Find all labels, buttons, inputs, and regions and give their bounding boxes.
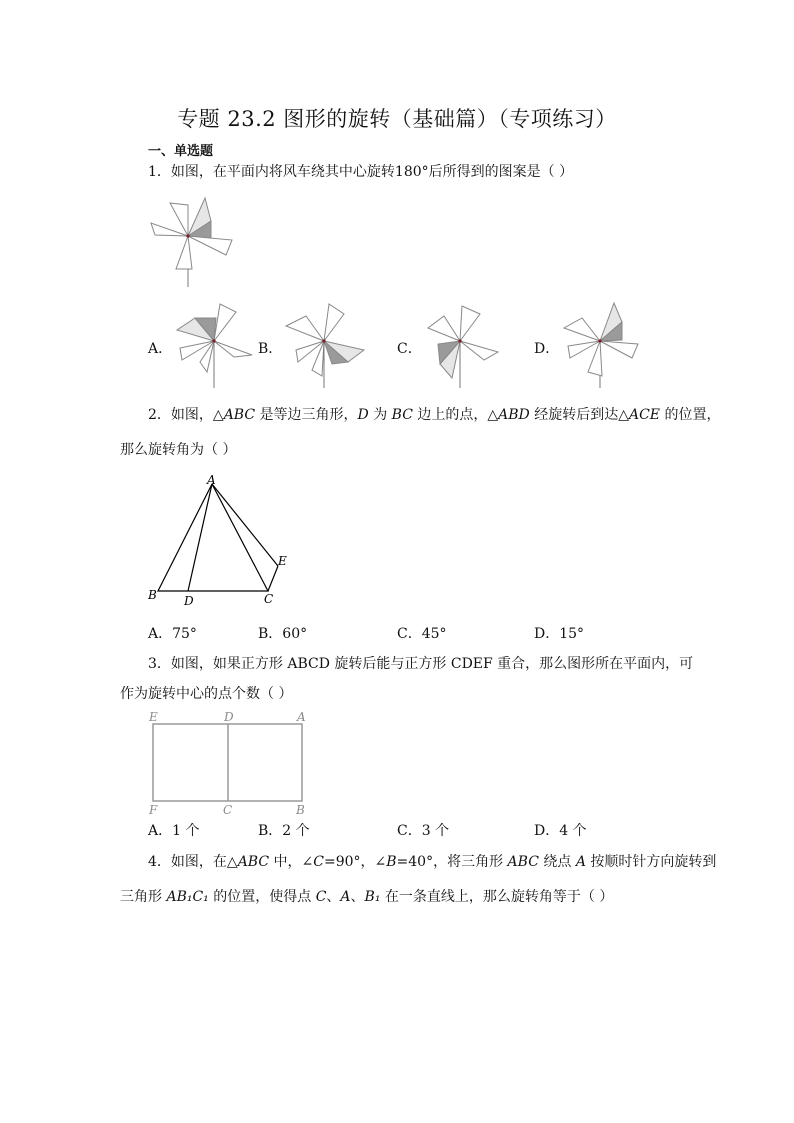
q4-text-seg: 4．如图，在△ <box>148 854 238 870</box>
label-a: A <box>297 710 306 724</box>
question-2-line-2: 那么旋转角为（ ） <box>120 442 237 458</box>
question-2-option-b[interactable]: B．60° <box>258 626 308 642</box>
question-3-line-2: 作为旋转中心的点个数（ ） <box>120 686 293 702</box>
question-2-line-1 <box>148 405 720 425</box>
q2-text-seg: 2．如图，△ <box>148 407 224 423</box>
question-2-triangle-figure <box>145 474 295 609</box>
option-b-pinwheel-figure[interactable] <box>284 300 368 390</box>
q2-math-abc: ABC <box>223 407 256 423</box>
q4-text-seg: 的位置，使得点 <box>208 889 316 905</box>
option-a-pinwheel-figure[interactable] <box>172 300 256 390</box>
label-f: F <box>149 803 158 817</box>
q4-text-seg: 按顺时针方向旋转到 <box>585 854 717 870</box>
q2-math-abd: ABD <box>498 407 530 423</box>
label-b: B <box>148 588 157 602</box>
question-3-option-b[interactable]: B．2 个 <box>258 823 310 839</box>
q2-text-seg: 边上的点，△ <box>412 407 499 423</box>
label-a: A <box>207 473 216 487</box>
label-e: E <box>149 710 158 724</box>
question-3-option-c[interactable]: C．3 个 <box>397 823 450 839</box>
question-2-option-c[interactable]: C．45° <box>397 626 447 642</box>
q4-text-seg: 绕点 <box>538 854 576 870</box>
label-c: C <box>264 592 274 606</box>
q4-text-seg: 中，∠ <box>269 854 314 870</box>
question-1-option-c[interactable]: C． <box>397 341 422 357</box>
question-2-option-a[interactable]: A．75° <box>148 626 197 642</box>
question-1-number: 1． <box>148 164 171 180</box>
section-heading: 一、单选题 <box>148 144 214 159</box>
question-1-option-d[interactable]: D． <box>534 341 560 357</box>
q4-math-abc: ABC <box>237 854 270 870</box>
q2-math-ace: ACE <box>628 407 661 423</box>
q4-text-seg: =40°，将三角形 <box>396 854 508 870</box>
question-1-option-b[interactable]: B． <box>258 341 283 357</box>
question-1-text <box>148 162 573 182</box>
q2-text-seg: 的位置， <box>660 407 721 423</box>
q4-math-b: B <box>386 854 397 870</box>
q2-math-bc: BC <box>391 407 413 423</box>
q2-math-d: D <box>357 407 369 423</box>
option-c-pinwheel-figure[interactable] <box>422 300 506 390</box>
label-e: E <box>278 554 287 568</box>
q4-math-c: C <box>315 889 327 905</box>
q4-text-seg: =90°，∠ <box>323 854 387 870</box>
q4-math-a: A <box>575 854 586 870</box>
question-2-option-d[interactable]: D．15° <box>534 626 585 642</box>
question-1-figure <box>148 195 238 290</box>
q4-math-a: A <box>340 889 351 905</box>
question-1-option-a[interactable]: A． <box>148 341 173 357</box>
q4-text-seg: 、 <box>326 889 341 905</box>
label-b: B <box>296 803 305 817</box>
q4-math-abc: ABC <box>507 854 539 870</box>
q2-text-seg: 是等边三角形， <box>255 407 358 423</box>
question-4-line-1 <box>148 852 716 872</box>
question-3-option-d[interactable]: D．4 个 <box>534 823 587 839</box>
question-1-body: 如图，在平面内将风车绕其中心旋转180°后所得到的图案是（ ） <box>170 164 574 180</box>
option-d-pinwheel-figure[interactable] <box>560 300 644 390</box>
page-title: 专题 23.2 图形的旋转（基础篇）（专项练习） <box>177 107 617 131</box>
q4-math-ab1c1: AB₁C₁ <box>166 889 209 905</box>
question-3-line-1: 3．如图，如果正方形 ABCD 旋转后能与正方形 CDEF 重合，那么图形所在平面内，可 <box>148 656 694 672</box>
q4-text-seg: 、 <box>350 889 365 905</box>
label-d: D <box>224 710 234 724</box>
q4-math-c: C <box>313 854 324 870</box>
q4-text-seg: 在一条直线上，那么旋转角等于（ ） <box>380 889 614 905</box>
label-d: D <box>184 594 194 608</box>
question-3-option-a[interactable]: A．1 个 <box>148 823 200 839</box>
question-4-line-2 <box>120 887 613 907</box>
q2-text-seg: 经旋转后到达△ <box>529 407 629 423</box>
label-c: C <box>223 803 233 817</box>
question-3-squares-figure <box>145 708 315 818</box>
q2-text-seg: 为 <box>368 407 392 423</box>
q4-text-seg: 三角形 <box>120 889 167 905</box>
q4-math-b1: B₁ <box>364 889 381 905</box>
